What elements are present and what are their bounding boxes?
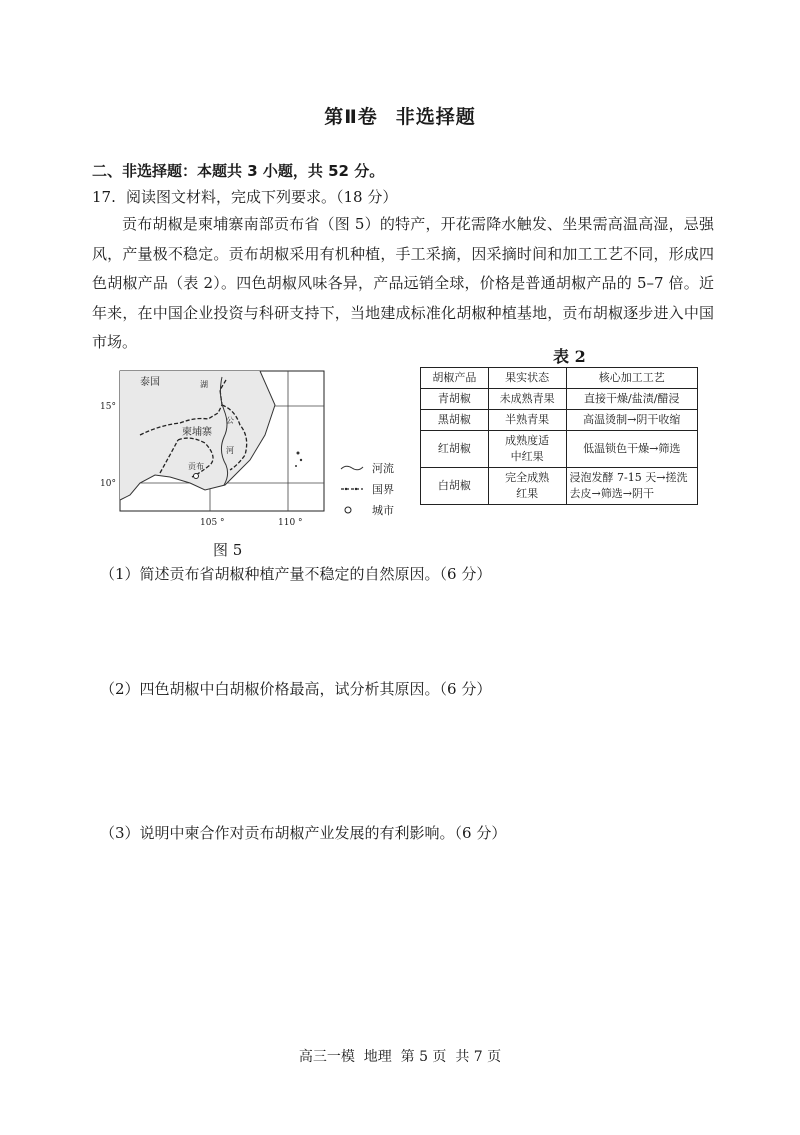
table-cell: 白胡椒 [421, 468, 489, 505]
question-header [92, 186, 397, 207]
table-cell: 低温锁色干燥→筛选 [566, 431, 697, 468]
table-cell: 直接干燥/盐渍/醋浸 [566, 389, 697, 410]
table-cell: 浸泡发酵 7-15 天→搓洗去皮→筛选→阴干 [566, 468, 697, 505]
subquestion-2: （2）四色胡椒中白胡椒价格最高，试分析其原因。（6 分） [100, 680, 492, 698]
page-footer: 高三一模 地理 第 5 页 共 7 页 [298, 1049, 502, 1065]
table-cell: 红胡椒 [421, 431, 489, 468]
label-thailand: 泰国 [140, 377, 160, 388]
legend-border [340, 478, 394, 499]
table-cell: 完全成熟红果 [488, 468, 566, 505]
subquestion-1: （1）简述贡布省胡椒种植产量不稳定的自然原因。（6 分） [100, 565, 492, 583]
section-heading: 二、非选择题：本题共 3 小题，共 52 分。 [92, 162, 385, 180]
border-symbol-icon [340, 484, 364, 494]
title-volume: 第Ⅱ卷 [324, 106, 378, 128]
legend-border-label: 国界 [372, 482, 394, 496]
table-cell: 青胡椒 [421, 389, 489, 410]
map-legend [340, 457, 394, 520]
label-lake: 湖 [200, 380, 208, 389]
label-cambodia: 柬埔寨 [182, 427, 212, 438]
table-header-cell: 胡椒产品 [421, 368, 489, 389]
island [300, 459, 302, 461]
label-kampot: 贡布 [188, 462, 204, 471]
label-lat-10: 10° [100, 479, 116, 489]
page-title [0, 102, 800, 129]
table-cell: 成熟度适中红果 [488, 431, 566, 468]
legend-city [340, 499, 394, 520]
table-cell: 未成熟青果 [488, 389, 566, 410]
subquestion-3: （3）说明中柬合作对贡布胡椒产业发展的有利影响。（6 分） [100, 824, 507, 842]
table-row [421, 410, 698, 431]
table-cell: 高温烫制→阴干收缩 [566, 410, 697, 431]
river-symbol-icon [340, 463, 364, 473]
label-lon-105: 105 ° [200, 518, 225, 528]
table-cell: 半熟青果 [488, 410, 566, 431]
table-row [421, 389, 698, 410]
table-caption: 表 2 [553, 347, 586, 366]
question-number: 17. [92, 188, 116, 206]
legend-city-label: 城市 [372, 503, 394, 517]
island [297, 452, 300, 455]
question-prompt: 阅读图文材料，完成下列要求。（18 分） [126, 188, 398, 206]
label-river-mid: 河 [226, 446, 234, 455]
label-lon-110: 110 ° [278, 518, 303, 528]
question-passage: 贡布胡椒是柬埔寨南部贡布省（图 5）的特产，开花需降水触发、坐果需高温高湿，忌强风，产量极不稳定。贡布胡椒采用有机种植，手工采摘，因采摘时间和加工工艺不同，形成四色胡椒产品（表 2）。四色胡椒风味各异，产品远销全球，价格是普通胡椒产品的 5–7 倍。近年来，在中国企业投资与科研支持下，当地建成标准化胡椒种植基地，贡布胡椒逐步进入中国市场。 [92, 215, 714, 351]
pepper-table [420, 367, 698, 505]
figure-caption: 图 5 [213, 541, 243, 559]
city-symbol-icon [340, 505, 364, 515]
table-row [421, 431, 698, 468]
legend-river [340, 457, 394, 478]
title-type: 非选择题 [395, 106, 476, 128]
island [295, 465, 297, 467]
legend-river-label: 河流 [372, 461, 394, 475]
table-cell: 黑胡椒 [421, 410, 489, 431]
table-row [421, 468, 698, 505]
table-header-cell: 核心加工工艺 [566, 368, 697, 389]
label-lat-15: 15° [100, 402, 116, 412]
city-marker-kampot [194, 474, 199, 479]
table-header-cell: 果实状态 [488, 368, 566, 389]
table-header-row [421, 368, 698, 389]
label-river-top: 公 [226, 416, 234, 425]
map-figure [100, 365, 340, 535]
